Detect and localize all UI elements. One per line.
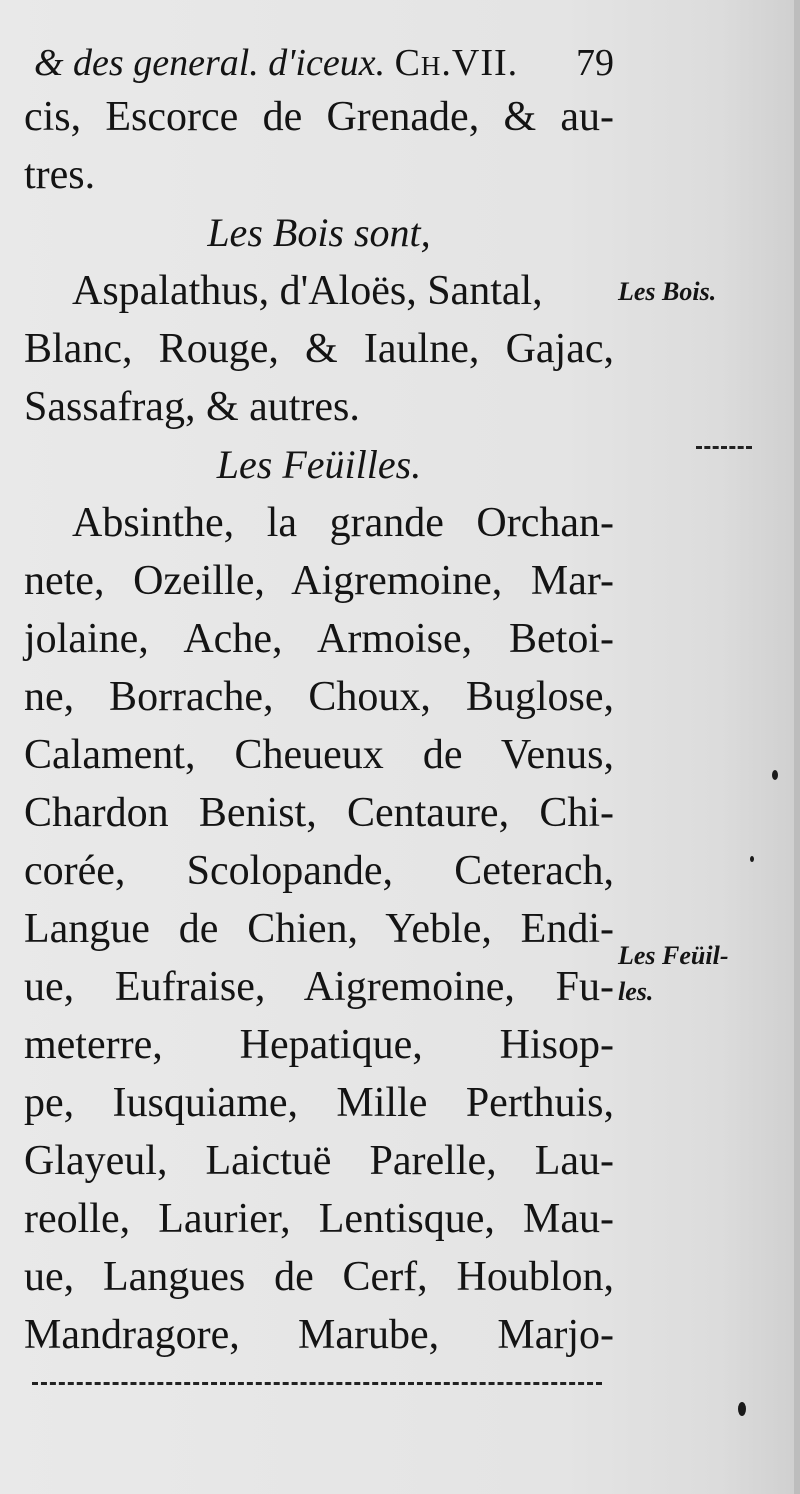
running-title: & des general. d'iceux. <box>34 42 386 84</box>
text-line: Aspalathus, d'Aloës, Santal, <box>72 268 543 314</box>
main-text <box>24 88 614 1364</box>
text-line: ue, Langues de Cerf, Houblon, <box>24 1254 614 1300</box>
text-line: Sassafrag, & autres. <box>24 384 360 430</box>
text-line: Calament, Cheueux de Venus, <box>24 732 614 778</box>
text-line: corée, Scolopande, Ceterach, <box>24 848 614 894</box>
section-heading-bois: Les Bois sont, <box>207 210 431 255</box>
ink-speck <box>750 856 754 862</box>
ink-speck <box>772 770 778 780</box>
text-line: Mandragore, Marube, Marjo- <box>24 1312 614 1358</box>
bottom-rule <box>32 1382 602 1385</box>
text-line: Absinthe, la grande Orchan- <box>72 500 614 546</box>
text-line: jolaine, Ache, Armoise, Betoi- <box>24 616 614 662</box>
text-line: pe, Iusquiame, Mille Perthuis, <box>24 1080 614 1126</box>
text-line: ue, Eufraise, Aigremoine, Fu- <box>24 964 614 1010</box>
page-edge-shadow <box>794 0 800 1494</box>
margin-rule-top <box>696 446 752 449</box>
text-line: nete, Ozeille, Aigremoine, Mar- <box>24 558 614 604</box>
text-line: meterre, Hepatique, Hisop- <box>24 1022 614 1068</box>
text-line: cis, Escorce de Grenade, & au- <box>24 94 614 140</box>
page-number: 79 <box>576 42 614 84</box>
text-line: reolle, Laurier, Lentisque, Mau- <box>24 1196 614 1242</box>
text-line: Glayeul, Laictuë Parelle, Lau- <box>24 1138 614 1184</box>
section-heading-feuilles: Les Feüilles. <box>216 442 422 487</box>
running-header <box>34 36 614 90</box>
text-line: Chardon Benist, Centaure, Chi- <box>24 790 614 836</box>
ink-speck <box>738 1402 746 1416</box>
margin-note-bois: Les Bois. <box>618 277 717 306</box>
text-line: ne, Borrache, Choux, Buglose, <box>24 674 614 720</box>
margin-note-feuilles-2: les. <box>618 977 654 1006</box>
chapter-label: Ch.VII. <box>394 42 519 84</box>
margin-note-feuilles-1: Les Feüil- <box>618 941 729 970</box>
text-line: Langue de Chien, Yeble, Endi- <box>24 906 614 952</box>
text-line: Blanc, Rouge, & Iaulne, Gajac, <box>24 326 614 372</box>
text-line: tres. <box>24 152 96 198</box>
